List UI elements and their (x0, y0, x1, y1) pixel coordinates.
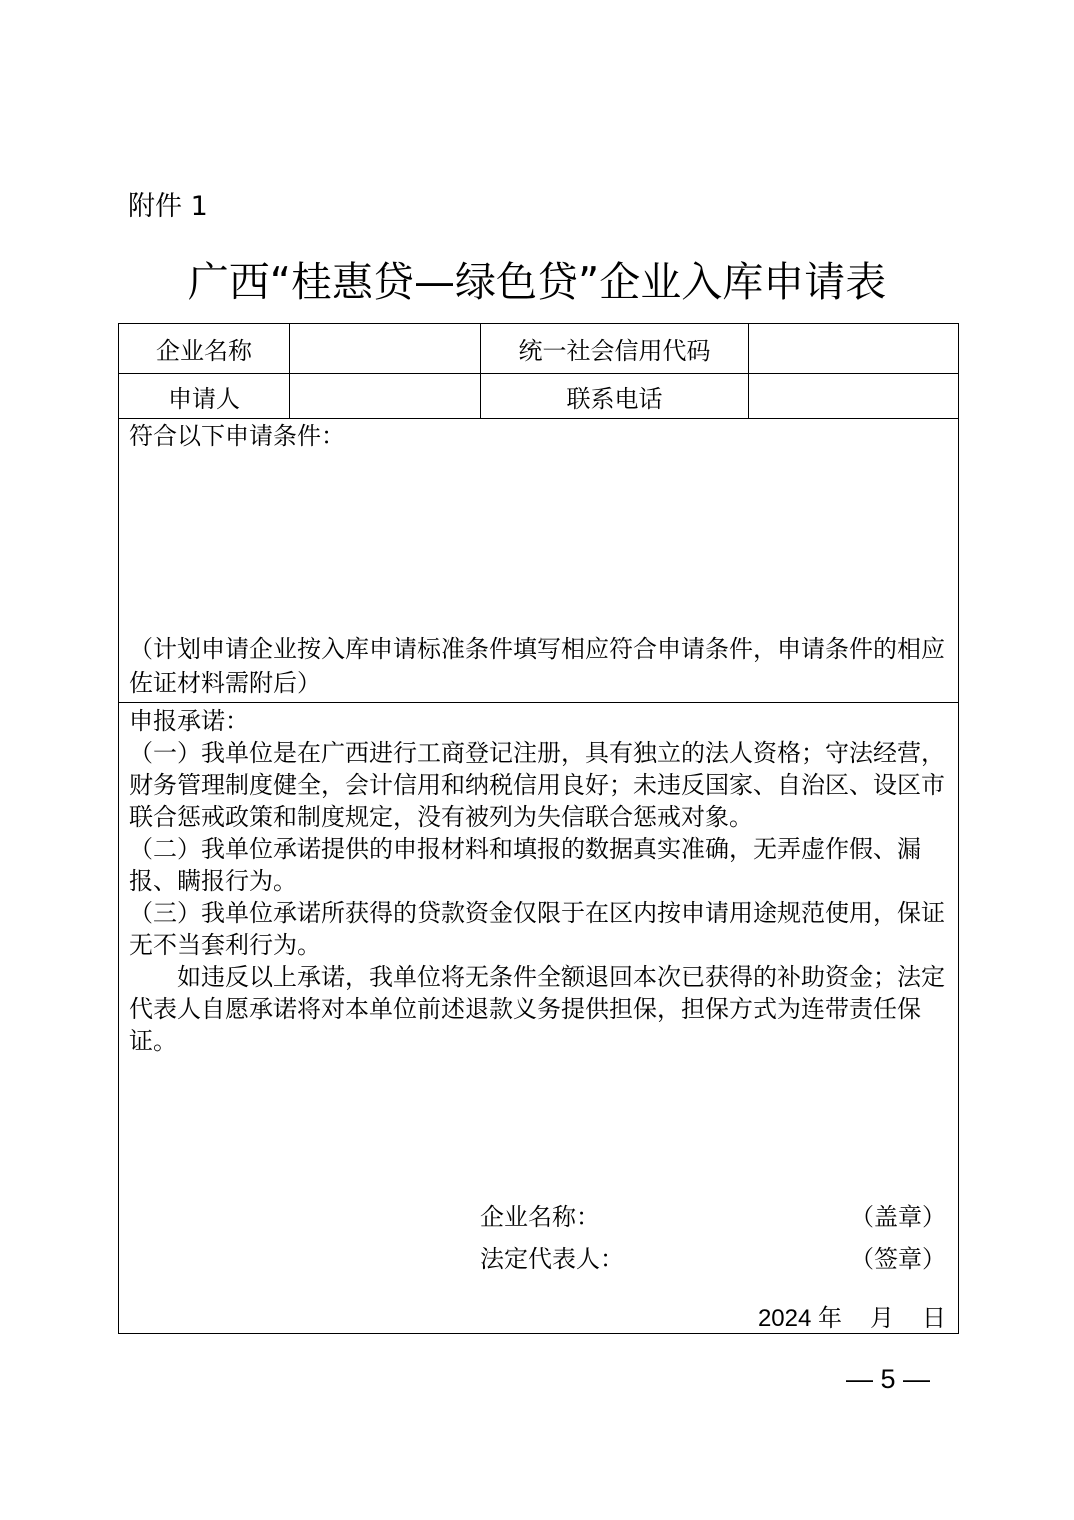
legal-rep-signature-row (480, 1243, 946, 1275)
page-number: — 5 — (846, 1364, 931, 1394)
table-row-company (119, 324, 959, 374)
table-row-applicant (119, 374, 959, 419)
date-month: 月 (870, 1305, 894, 1332)
promise-closing: 如违反以上承诺，我单位将无条件全额退回本次已获得的补助资金；法定代表人自愿承诺将对本单位前述退款义务提供担保，担保方式为连带责任保证。 (129, 963, 945, 1055)
form-title: 广西“桂惠贷—绿色贷”企业入库申请表 (187, 258, 887, 306)
promise-cell (119, 703, 959, 1334)
conditions-cell[interactable] (119, 419, 959, 703)
attachment-label: 附件 1 (128, 191, 208, 222)
application-form-table (118, 323, 959, 1334)
credit-code-field[interactable] (749, 324, 959, 374)
date-line (758, 1303, 946, 1335)
company-name-label: 企业名称 (119, 324, 290, 374)
promise-heading: 申报承诺： (129, 707, 249, 735)
credit-code-label: 统一社会信用代码 (481, 324, 749, 374)
phone-field[interactable] (749, 374, 959, 419)
company-signature-row (480, 1201, 946, 1233)
promise-body (129, 705, 952, 1057)
date-day: 日 (922, 1305, 946, 1332)
company-signature-label: 企业名称： (480, 1203, 600, 1231)
applicant-label: 申请人 (119, 374, 290, 419)
promise-item-3: （三）我单位承诺所获得的贷款资金仅限于在区内按申请用途规范使用，保证无不当套利行为。 (129, 899, 945, 959)
conditions-heading: 符合以下申请条件： (129, 422, 345, 450)
legal-rep-stamp-label: （签章） (850, 1245, 946, 1273)
date-year: 2024 年 (757, 1305, 842, 1332)
table-row-promise (119, 703, 959, 1334)
conditions-note: （计划申请企业按入库申请标准条件填写相应符合申请条件，申请条件的相应佐证材料需附后） (129, 635, 945, 697)
phone-label: 联系电话 (481, 374, 749, 419)
table-row-conditions (119, 419, 959, 703)
company-name-field[interactable] (290, 324, 481, 374)
promise-item-2: （二）我单位承诺提供的申报材料和填报的数据真实准确，无弄虚作假、漏报、瞒报行为。 (129, 835, 921, 895)
promise-item-1: （一）我单位是在广西进行工商登记注册，具有独立的法人资格；守法经营，财务管理制度健全，会计信用和纳税信用良好；未违反国家、自治区、设区市联合惩戒政策和制度规定，没有被列为失信联合惩戒对象。 (129, 739, 945, 831)
company-stamp-label: （盖章） (850, 1203, 946, 1231)
applicant-field[interactable] (290, 374, 481, 419)
legal-rep-label: 法定代表人： (480, 1245, 624, 1273)
